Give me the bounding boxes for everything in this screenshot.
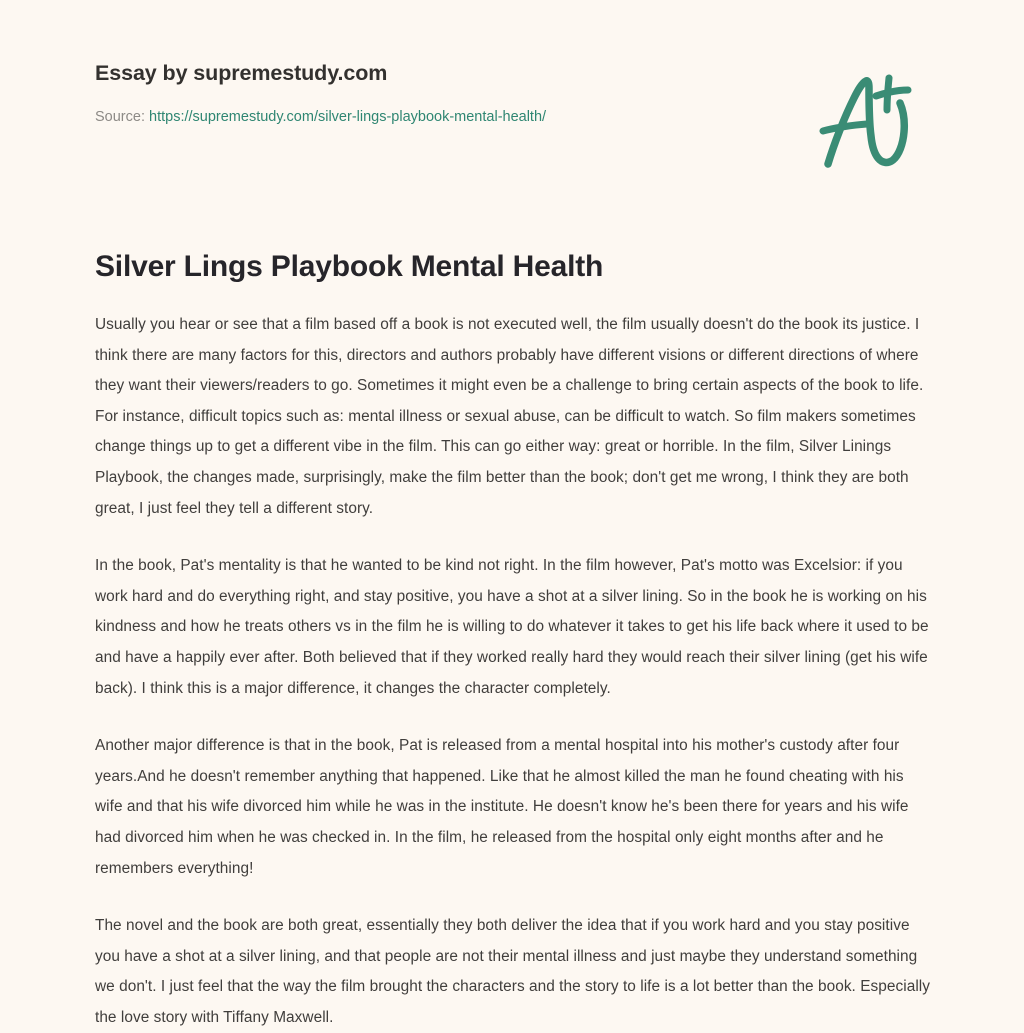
paragraph: Another major difference is that in the book, Pat is released from a mental hospital into his mother's custody after four years.And he doesn't remember anything that happened. Like that he almost killed the man he found cheating with his wife and that his wife divorced him while he was in the institute. He doesn't know he's been there for years and his wife had divorced him when he was checked in. In the film, he released from the hospital only eight months after and he remembers everything! (95, 737, 909, 877)
paragraph: The novel and the book are both great, essentially they both deliver the idea that if you work hard and you stay positive you have a shot at a silver lining, and that people are not their mental illness and just maybe they understand something we don't. I just feel that the way the film brought the characters and the story to life is a lot better than the book. Especially the love story with Tiffany Maxwell. (95, 917, 931, 1026)
paragraph: Usually you hear or see that a film based off a book is not executed well, the film usually doesn't do the book its justice. I think there are many factors for this, directors and authors probably have different visions or different directions of where they want their viewers/readers to go. Sometimes it might even be a challenge to bring certain aspects of the book to life. For instance, difficult topics such as: mental illness or sexual abuse, can be difficult to watch. So film makers sometimes change things up to get a different vibe in the film. This can go either way: great or horrible. In the film, Silver Linings Playbook, the changes made, surprisingly, make the film better than the book; don't get me wrong, I think they are both great, I just feel they tell a different story. (95, 316, 924, 517)
a-plus-logo[interactable] (818, 70, 918, 175)
source-url-link[interactable]: https://supremestudy.com/silver-lings-playbook-mental-health/ (149, 108, 547, 125)
essay-body (95, 310, 933, 1033)
source-line (95, 107, 795, 127)
paragraph: In the book, Pat's mentality is that he wanted to be kind not right. In the film however, Pat's motto was Excelsior: if you work hard and do everything right, and stay positive, you have a shot at a silver lining. So in the book he is working on his kindness and how he treats others vs in the film he is willing to do whatever it takes to get his life back where it used to be and have a happily ever after. Both believed that if they worked really hard they would reach their silver lining (get his wife back). I think this is a major difference, it changes the character completely. (95, 557, 929, 697)
brand-title: Essay by supremestudy.com (95, 61, 388, 85)
page-header (95, 60, 795, 127)
a-plus-handwritten-icon (818, 70, 918, 175)
source-label: Source: (95, 108, 145, 125)
page-title: Silver Lings Playbook Mental Health (95, 250, 604, 283)
